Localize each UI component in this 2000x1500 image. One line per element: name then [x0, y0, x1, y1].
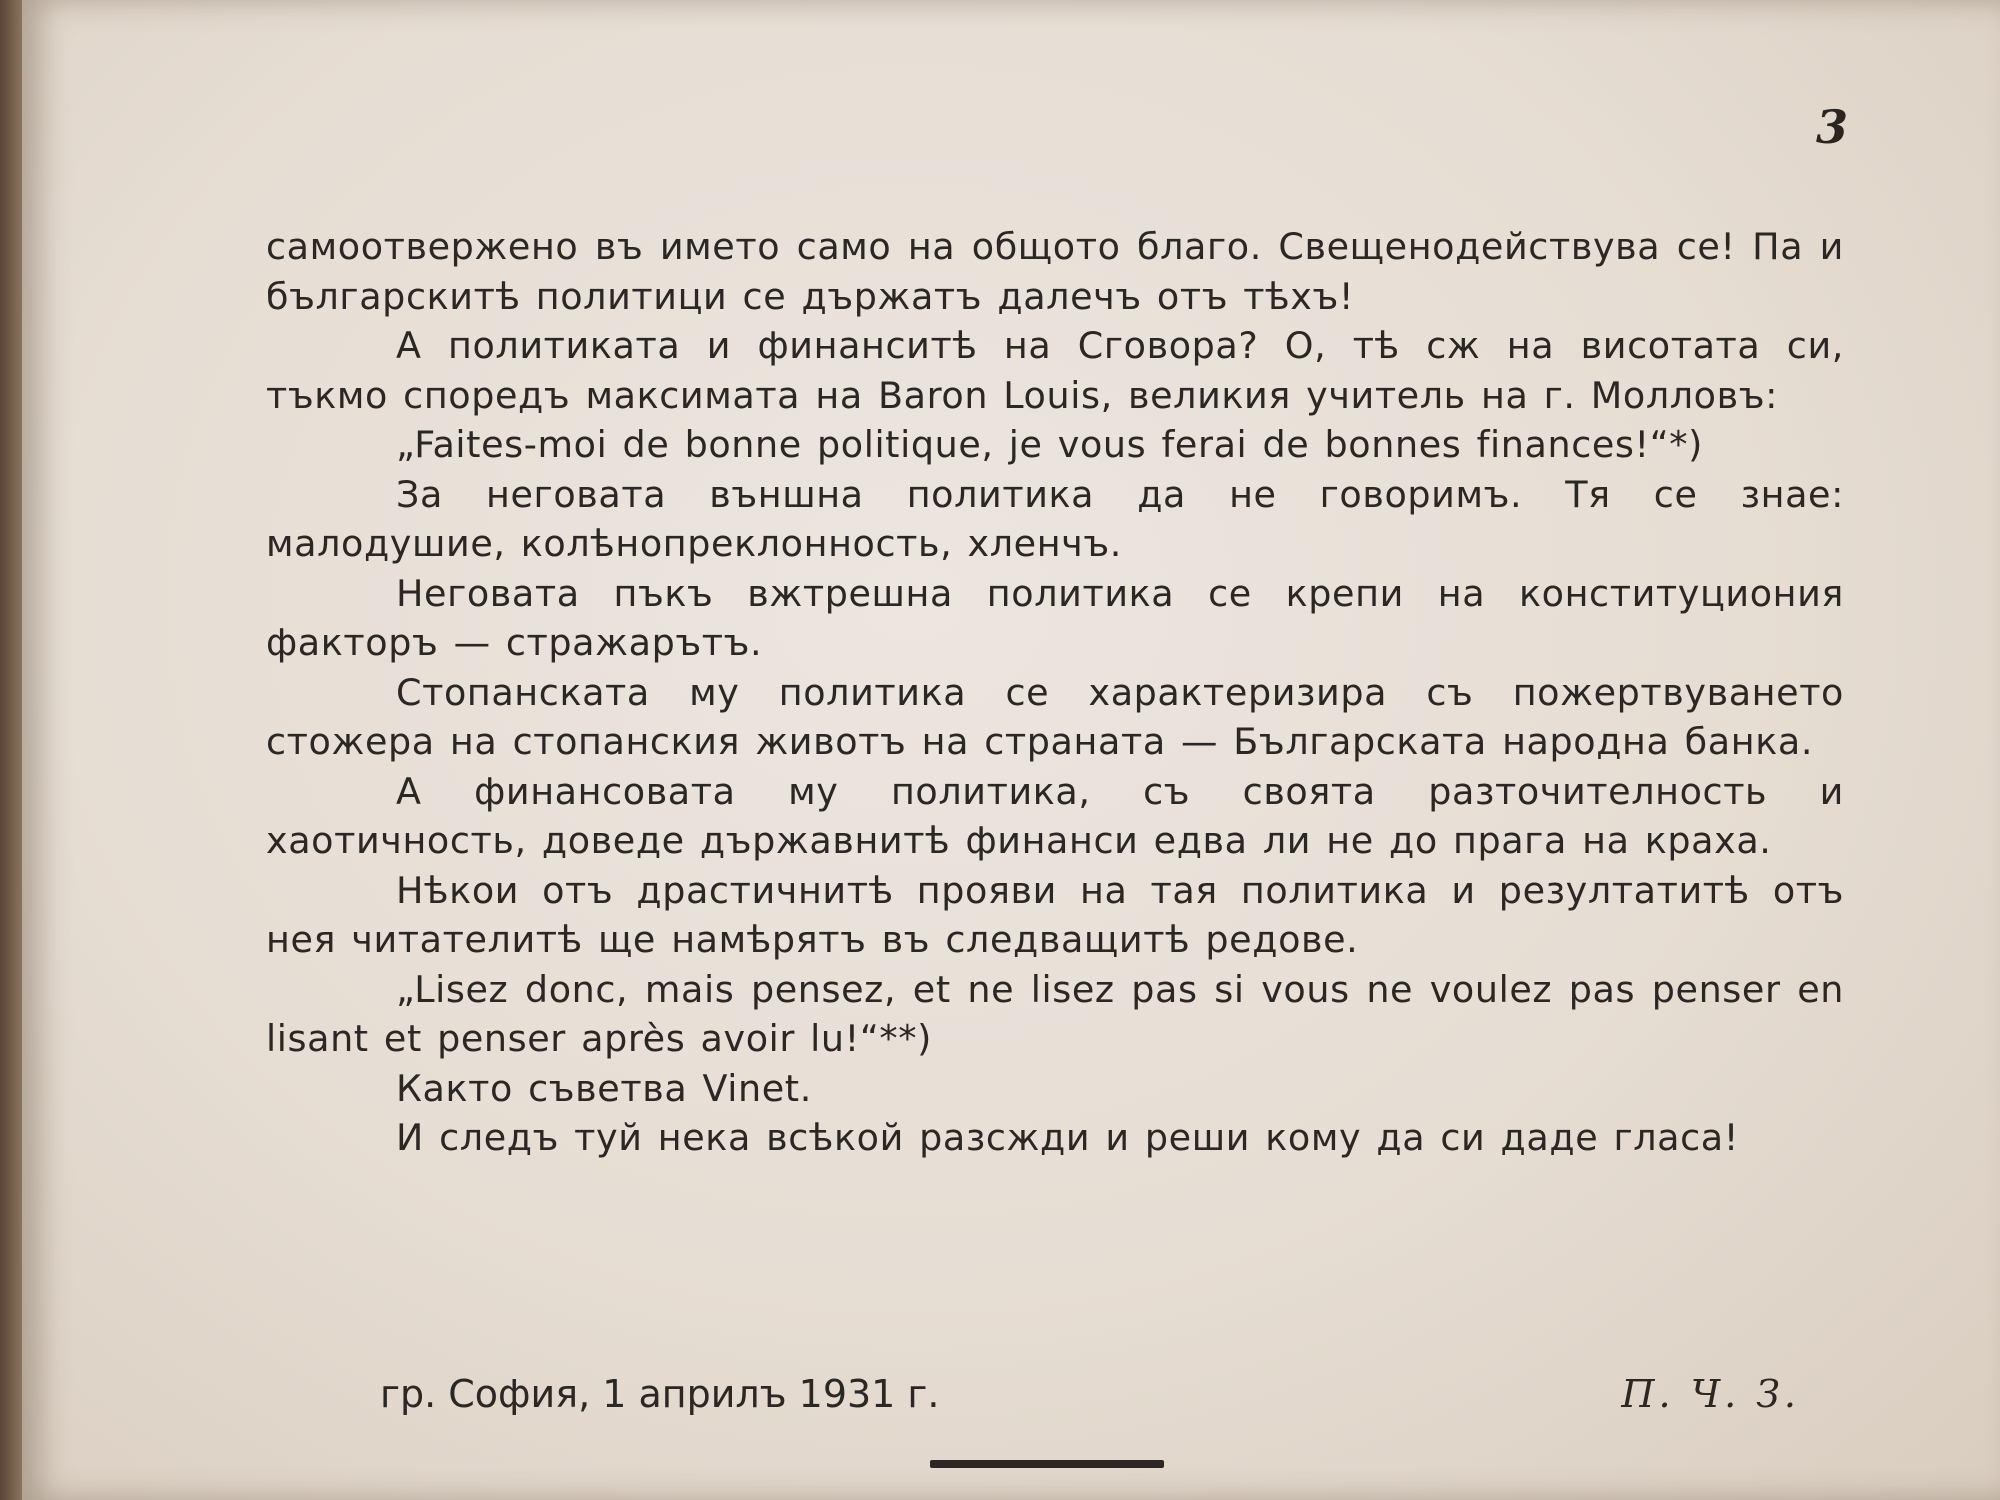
place-date: гр. София, 1 априлъ 1931 г.: [380, 1372, 940, 1416]
signoff: [380, 1372, 1800, 1416]
paragraph-financial-policy: А финансовата му политика, съ своята разточителность и хаотичность, доведе държавнитѣ финанси едва ли не до прага на краха.: [266, 769, 1844, 862]
paragraph-vinet-advice: Както съветва Vinet.: [396, 1066, 812, 1110]
paragraph-2: А политиката и финанситѣ на Сговора? О, тѣ сж на висотата си, тъкмо споредъ максимата на Baron Louis, великия учитель на г. Молловъ:: [266, 324, 1844, 417]
paragraph-domestic-policy: Неговата пъкъ вжтрешна политика се крепи на конституциония факторъ — стражарътъ.: [266, 571, 1844, 664]
paragraph-1: самоотвержено въ името само на общото благо. Свещенодействува се! Па и българскитѣ политици се държатъ далечъ отъ тѣхъ!: [266, 225, 1844, 318]
quote-baron-louis: „Faites-moi de bonne politique, je vous ferai de bonnes finances!“*): [396, 423, 1703, 466]
paragraph-foreign-policy: За неговата външна политика да не говоримъ. Тя се знае: малодушие, колѣнопреклонность, хленчъ.: [266, 472, 1844, 565]
body-text: [266, 222, 1844, 1163]
paragraph-results: Нѣкои отъ драстичнитѣ прояви на тая политика и резултатитѣ отъ нея читателитѣ ще намѣрятъ въ следващитѣ редове.: [266, 868, 1844, 961]
page-number: 3: [1816, 100, 1849, 154]
paragraph-economic-policy: Стопанската му политика се характеризира съ пожертвуването стожера на стопанския животъ на страната — Българската народна банка.: [266, 670, 1844, 763]
book-spine-shadow: [0, 0, 22, 1500]
section-divider: [930, 1460, 1164, 1468]
quote-vinet: „Lisez donc, mais pensez, et ne lisez pas si vous ne voulez pas penser en lisant et penser après avoir lu!“**): [266, 967, 1844, 1060]
paragraph-closing: И следъ туй нека всѣкой разсжди и реши кому да си даде гласа!: [396, 1116, 1739, 1159]
author-initials: П. Ч. З.: [1621, 1372, 1800, 1416]
